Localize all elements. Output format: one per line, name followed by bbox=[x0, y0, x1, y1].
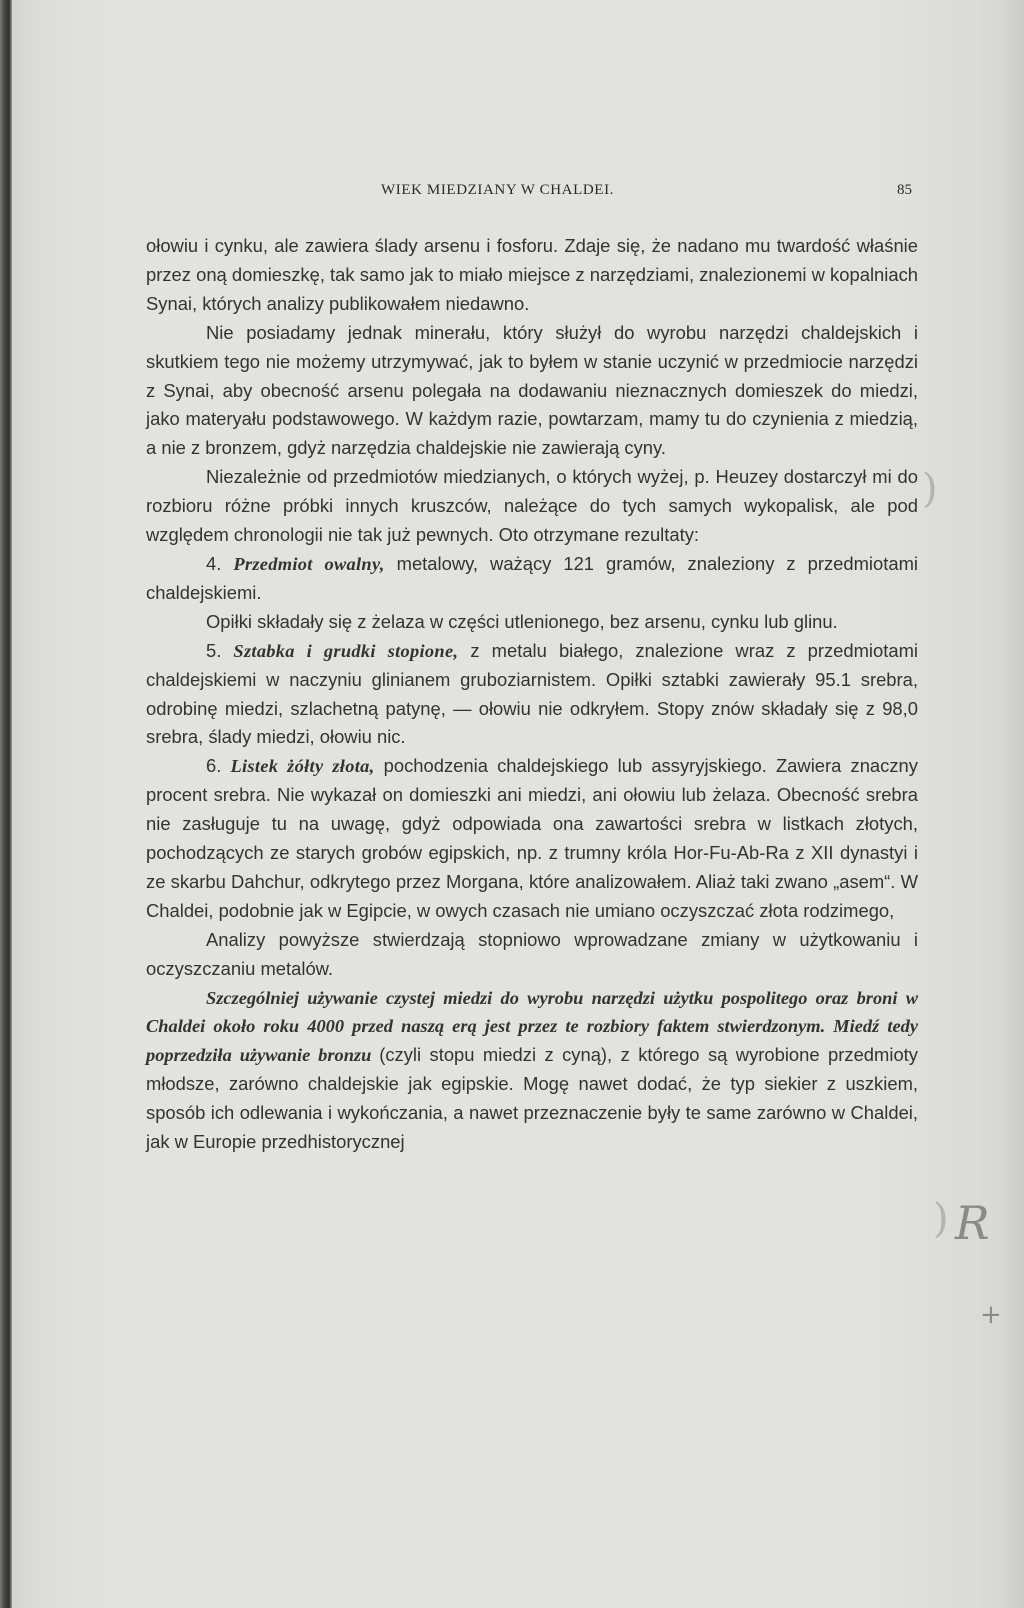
paragraph-3: Niezależnie od przedmiotów miedzianych, o których wyżej, p. Heuzey dostarczył mi do rozbioru różne próbki innych kruszców, należące do tych samych wykopalisk, ale pod względem chronologii nie tak już pewnych. Oto otrzymane rezultaty: bbox=[146, 466, 918, 546]
item-text: z metalu białego, znalezione wraz z przedmiotami chaldejskiemi w naczyniu glinianem gruboziarnistem. Opiłki sztabki zawierały 95.1 srebra, odrobinę miedzi, szlachetną patynę, — ołowiu nie odkryłem. Stopy znów składały się z 98,0 srebra, ślady miedzi, ołowiu nic. bbox=[146, 639, 918, 748]
paragraph-1: ołowiu i cynku, ale zawiera ślady arsenu i fosforu. Zdaje się, że nadano mu twardość właśnie przez oną domieszkę, tak samo jak to miało miejsce z narzędziami, znalezionemi w kopalniach Synai, których analizy publikowałem niedawno. bbox=[146, 235, 918, 314]
margin-bracket: ) bbox=[933, 1196, 949, 1242]
conclusion-italic: Szczególniej używanie czystej miedzi do wyrobu narzędzi użytku pospolitego oraz broni w Chaldei około roku 4000 przed naszą erą jest przez te rozbiory faktem stwierdzonym. Miedź tedy poprzedziła używanie bronzu bbox=[146, 987, 918, 1066]
margin-handwritten-plus: + bbox=[980, 1300, 1002, 1330]
body-text bbox=[146, 232, 918, 1157]
paragraph-conclusion bbox=[146, 984, 918, 1157]
conclusion-text: (czyli stopu miedzi z cyną), z którego są wyrobione przedmioty młodsze, zarówno chaldejskie jak egipskie. Mogę nawet dodać, że typ siekier z uszkiem, sposób ich odlewania i wykończania, a nawet przeznaczenie były te same zarówno w Chaldei, jak w Europie przedhistorycznej bbox=[146, 1044, 918, 1153]
running-head bbox=[148, 180, 918, 206]
paragraph-2: Nie posiadamy jednak minerału, który służył do wyrobu narzędzi chaldejskich i skutkiem tego nie możemy utrzymywać, jak to byłem w stanie uczynić w przedmiocie narzędzi z Synai, aby obecność arsenu polegała na dodawaniu nieznacznych domieszek do miedzi, jako materyału podstawowego. W każdym razie, powtarzam, mamy tu do czynienia z miedzią, a nie z bronzem, gdyż narzędzia chaldejskie nie zawierają cyny. bbox=[146, 321, 918, 459]
page-number: 85 bbox=[897, 182, 912, 198]
paragraph-item-5 bbox=[146, 637, 918, 753]
item-number: 4. bbox=[206, 552, 222, 574]
margin-handwritten-mark: R bbox=[955, 1196, 990, 1250]
paragraph-5: Opiłki składały się z żelaza w części utlenionego, bez arsenu, cynku lub glinu. bbox=[206, 610, 838, 632]
item-title: Przedmiot owalny, bbox=[233, 553, 385, 574]
item-text: pochodzenia chaldejskiego lub assyryjskiego. Zawiera znaczny procent srebra. Nie wykazał on domieszki ani miedzi, ani ołowiu lub żelaza. Obecność srebra nie zasługuje tu na uwagę, gdyż odpowiada ona zawartości srebra w listkach złotych, pochodzących ze starych grobów egipskich, np. z trumny króla Hor-Fu-Ab-Ra z XII dynastyi i ze skarbu Dahchur, odkrytego przez Morgana, które analizowałem. Aliaż taki zwano „asem“. W Chaldei, podobnie jak w Egipcie, w owych czasach nie umiano oczyszczać złota rodzimego, bbox=[146, 755, 918, 921]
item-number: 6. bbox=[206, 755, 222, 777]
running-title: WIEK MIEDZIANY W CHALDEI. bbox=[381, 182, 615, 198]
item-text: metalowy, ważący 121 gramów, znaleziony z przedmiotami chaldejskiemi. bbox=[146, 552, 918, 603]
paragraph-item-6 bbox=[146, 752, 918, 925]
item-title: Sztabka i grudki stopione, bbox=[233, 640, 459, 661]
item-title: Listek żółty złota, bbox=[230, 756, 375, 777]
margin-bracket: ) bbox=[922, 466, 938, 512]
book-binding-edge bbox=[0, 0, 12, 1608]
item-number: 5. bbox=[206, 639, 222, 661]
paragraph-item-4 bbox=[146, 550, 918, 608]
paragraph-8: Analizy powyższe stwierdzają stopniowo wprowadzane zmiany w użytkowaniu i oczyszczaniu metalów. bbox=[146, 928, 918, 979]
